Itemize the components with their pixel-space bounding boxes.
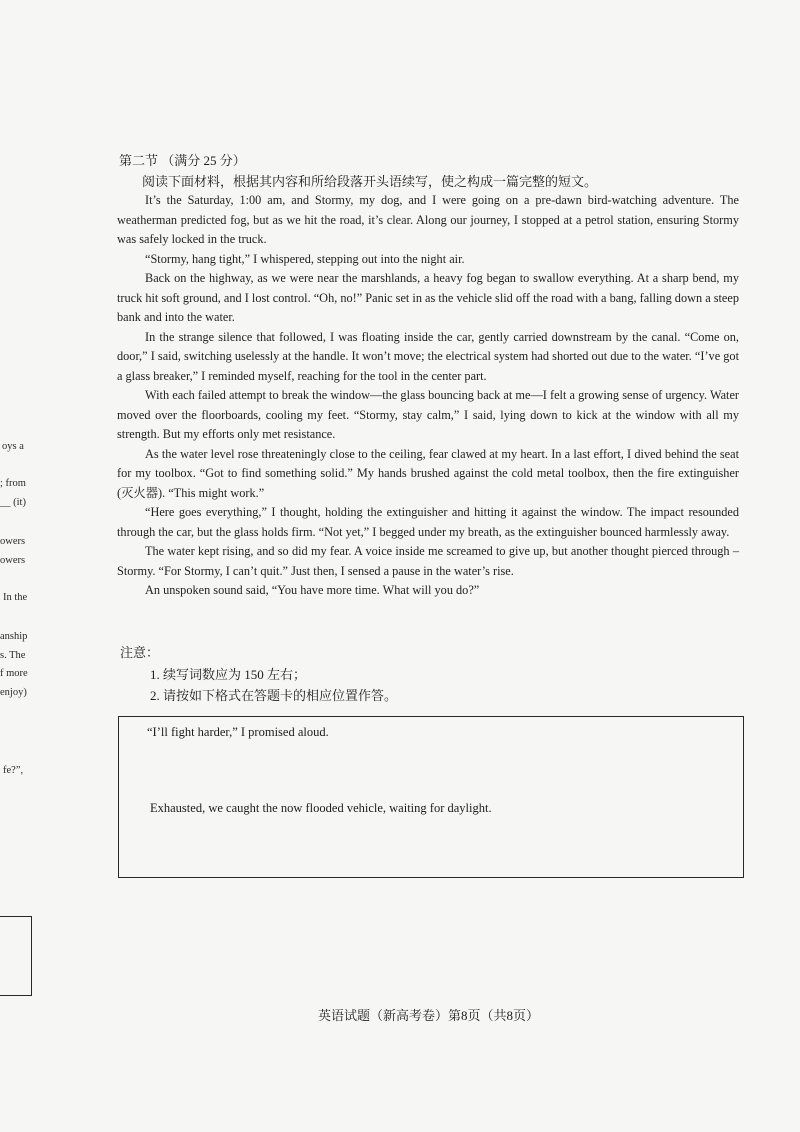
margin-fragment: ; from — [0, 478, 26, 489]
margin-fragment: oys a — [2, 441, 24, 452]
passage-paragraph: With each failed attempt to break the window—the glass bouncing back at me—I felt a growing sense of urgency. Water moved over the floorboards, cooling my feet. “Stormy, stay calm,” I said, lying down to kick at the window with all my strength. But my efforts only met resistance. — [117, 388, 739, 441]
passage-paragraph: In the strange silence that followed, I was floating inside the car, gently carried downstream by the canal. “Come on, door,” I said, switching uselessly at the handle. It won’t move; the electrical system had shorted out due to the water. “I’ve got a glass breaker,” I reminded myself, reaching for the tool in the center part. — [117, 329, 739, 383]
margin-fragment: f more — [0, 668, 28, 679]
passage-paragraph: It’s the Saturday, 1:00 am, and Stormy, my dog, and I were going on a pre-dawn bird-watching adventure. The weatherman predicted fog, but as we hit the road, it’s clear. Along our journey, I stopped at a petrol station, ensuring Stormy was safely locked in the truck. — [117, 193, 739, 246]
passage-paragraph: “Stormy, hang tight,” I whispered, stepping out into the night air. — [145, 251, 465, 266]
note-item: 2. 请按如下格式在答题卡的相应位置作答。 — [150, 688, 398, 703]
passage-paragraph: An unspoken sound said, “You have more time. What will you do?” — [145, 583, 480, 597]
margin-fragment: owers — [0, 555, 26, 566]
note-item: 1. 续写词数应为 150 左右； — [150, 667, 307, 682]
paragraph-1-opening: “I’ll fight harder,” I promised aloud. — [147, 725, 329, 739]
page-footer: 英语试题（新高考卷）第8页（共8页） — [318, 1008, 540, 1023]
task-instruction: 阅读下面材料，根据其内容和所给段落开头语续写，使之构成一篇完整的短文。 — [142, 174, 598, 189]
margin-fragment: In the — [3, 592, 28, 603]
answer-format-box — [118, 716, 744, 878]
margin-fragment: owers — [0, 536, 26, 547]
passage-paragraph: “Here goes everything,” I thought, holding the extinguisher and hitting it against the window. The impact resounded through the car, but the glass holds firm. “Not yet,” I begged under my breath, as the extinguisher bounced harmlessly away. — [117, 505, 739, 539]
margin-fragment: s. The — [0, 650, 26, 661]
margin-box-fragment — [0, 916, 32, 996]
section-title: 第二节 （满分 25 分） — [119, 153, 246, 168]
margin-fragment: anship — [0, 631, 28, 642]
passage-paragraph: Back on the highway, as we were near the marshlands, a heavy fog began to swallow everything. At a sharp bend, my truck hit soft ground, and I lost control. “Oh, no!” Panic set in as the vehicle slid off the road with a bang, falling down a steep bank and into the water. — [117, 271, 739, 324]
margin-fragment: __ (it) — [0, 497, 26, 508]
notes-list — [150, 664, 397, 706]
notes-title: 注意： — [120, 645, 160, 660]
passage-paragraph: The water kept rising, and so did my fear. A voice inside me screamed to give up, but another thought pierced through – Stormy. “For Stormy, I can’t quit.” Just then, I sensed a pause in the water’s rise. — [117, 544, 739, 578]
margin-fragment: fe?”, — [3, 765, 24, 776]
paragraph-2-opening: Exhausted, we caught the now flooded vehicle, waiting for daylight. — [150, 801, 492, 815]
margin-fragment: enjoy) — [0, 687, 27, 698]
reading-passage — [117, 191, 739, 601]
passage-paragraph: As the water level rose threateningly close to the ceiling, fear clawed at my heart. In a last effort, I dived behind the seat for my toolbox. “Got to find something solid.” My hands brushed against the cold metal toolbox, then the fire extinguisher (灭火器). “This might work.” — [117, 446, 739, 500]
